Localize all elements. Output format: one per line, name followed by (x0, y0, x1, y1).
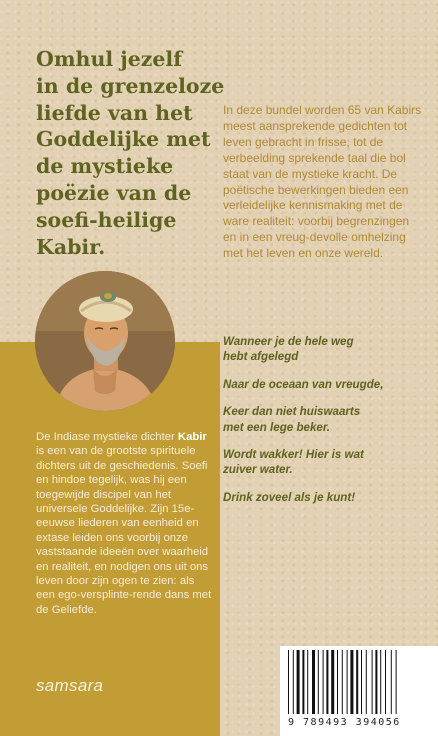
barcode-number: 9 789493 394056 (288, 717, 401, 728)
verse-line: Keer dan niet huiswaarts met een lege beker. (223, 405, 361, 434)
verse-line: Wordt wakker! Hier is wat zuiver water. (223, 448, 364, 477)
barcode-bar (385, 650, 386, 714)
barcode-bar (356, 650, 358, 714)
portrait-illustration (35, 271, 175, 411)
barcode-bar (331, 650, 334, 714)
verse-line: Drink zoveel als je kunt! (223, 490, 356, 504)
barcode-bar (302, 650, 304, 714)
barcode-bar (297, 650, 300, 714)
barcode-bar (396, 650, 397, 714)
bio-name: Kabir (177, 431, 207, 443)
barcode-bar (372, 650, 373, 714)
intro-text: In deze bundel worden 65 van Kabirs meest aansprekende gedichten tot leven gebracht in frisse, tot de verbeelding sprekende taal die bol staat van de mystieke kracht. De poëtische bewerkingen bieden een verleidelijke kennismaking met de ware realiteit: voorbij begrenzingen en in een vreug-devolle omhelzing met het leven en onze wereld. (223, 103, 422, 261)
publisher-logo: samsara (36, 676, 104, 695)
barcode-bar (350, 650, 353, 714)
barcode-bar (347, 650, 348, 714)
bio-intro: De Indiase mystieke dichter (36, 431, 175, 443)
barcode-bar (318, 650, 319, 714)
kabir-portrait (35, 271, 175, 411)
verse-line: Wanneer je de hele weg hebt afgelegd (223, 335, 354, 364)
barcode-bar (293, 650, 294, 714)
barcode-bar (380, 650, 381, 714)
barcode-bar (307, 650, 308, 714)
barcode-bar (312, 650, 315, 714)
barcode-icon (280, 650, 438, 720)
barcode-bar (326, 650, 328, 714)
barcode-bar (375, 650, 377, 714)
barcode-bar (366, 650, 367, 714)
barcode-bar (337, 650, 338, 714)
barcode-bar (288, 650, 289, 714)
bio-text (36, 430, 216, 617)
bio-rest: is een van de grootste spirituele dichters uit de geschiedenis. Soefi en hindoe tegelijk, was hij een toegewijde discipel van het universele Goddelijke. Zijn 15e-eeuwse liederen van eenheid en extase leiden ons voorbij onze vaststaande ideeën over waarheid en realiteit, en nodigen ons uit ons leven door zijn ogen te zien: als een ego-versplinte-rende dans met de Geliefde. (36, 445, 212, 616)
headline: Omhul jezelf in de grenzeloze liefde van het Goddelijke met de mystieke poëzie van de soefi-heilige Kabir. (36, 47, 225, 259)
verse-line: Naar de oceaan van vreugde, (223, 377, 384, 391)
barcode-bar (391, 650, 392, 714)
barcode-bar (323, 650, 324, 714)
barcode-bar (361, 650, 362, 714)
verse-list (223, 334, 428, 517)
barcode-bar (342, 650, 343, 714)
